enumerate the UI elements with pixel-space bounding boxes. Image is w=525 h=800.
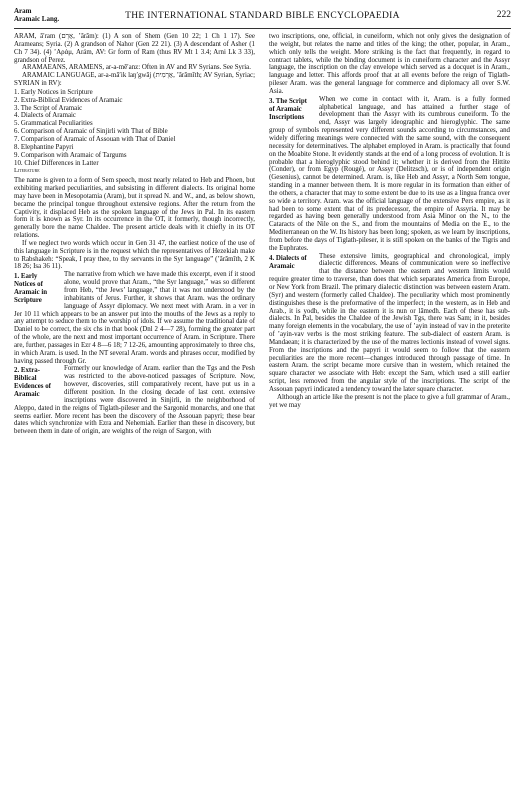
body-paragraph: The name is given to a form of Sem speech, most nearly related to Heb and Phoen, but exhibiting marked peculiarities, and subsisting in different dialects. Its original home may have been in Mesopotamia (Aram), but it spread N. and W., and, as below shown, became the principal tongue throughout extensive regions. After the return from the Captivity, it displaced Heb as the spoken language of the Jews in Pal. In its eastern form it is known as Syr. In its occurrence in the OT, it formerly, though incorrectly, generally bore the name Chaldee. The present article deals with it chiefly in its OT relations. xyxy=(14,177,255,240)
running-head-last-word: Aramaic Lang. xyxy=(14,15,60,23)
entry-aramaic-heading: ARAMAIC LANGUAGE, ar-a-mā′ik laŋ′gwāj (אֲרָמִית, ’ărāmīth; AV Syrian, Syriac; SYRIAN in RV): xyxy=(14,72,255,88)
section-sidenote: 3. The Script of Aramaic Inscriptions xyxy=(269,97,307,121)
section-sidenote: 4. Dialects of Aramaic xyxy=(269,254,307,270)
toc-item: 4. Dialects of Aramaic xyxy=(14,112,76,120)
toc-item: 1. Early Notices in Scripture xyxy=(14,88,93,96)
page-header xyxy=(14,6,511,29)
toc-item: 10. Chief Differences in Latter xyxy=(14,159,99,167)
body-paragraph: Although an article like the present is not the place to give a full grammar of Aram., yet we may xyxy=(269,393,510,409)
running-head-first-word: Aram xyxy=(14,7,32,15)
toc-item: 9. Comparison with Aramaic of Targums xyxy=(14,151,127,159)
toc-item: 7. Comparison of Aramaic of Assouan with That of Daniel xyxy=(14,135,176,143)
toc-item: 3. The Script of Aramaic xyxy=(14,104,83,112)
toc-literature: Literature xyxy=(14,167,40,175)
toc-item: 5. Grammatical Peculiarities xyxy=(14,120,93,128)
right-column xyxy=(269,33,510,436)
body-paragraph: These extensive limits, geographical and chronological, imply dialectic differences. Means of communication were so ineffective that the distance between the eastern and western limits would require greater time to traverse, than does that which separates America from Europe, or New York from Brazil. The primary dialectic distinction was between eastern Aram. (Syr) and western (formerly called Chaldee). The peculiarity which most prominently distinguishes these is the preformative of the imperfect; in the western, as in Heb and Arab., it is yodh, while in the eastern it is nun or lāmedh. Each of these has sub-dialects. In Pal, besides the Chaldee of the Jewish Tgs, there was Sam; in it, besides many foreign elements in the vocabulary, the use of ’ayin instead of vav in the preterite of ’ayin-vav verbs is the most striking feature. The sub-dialect of eastern Aram. is Mandaean; it is characterized by the use of the matres lectionis instead of vowel signs. From the inscriptions and the papyri it would seem to follow that the eastern peculiarities are the more recent—changes introduced through passage of time. In eastern Aram. the script became more cursive than in western, which retained the square character we associate with Heb: except the Sam, which used a still earlier script, less removed from the angular style of the inscriptions. The script of the Assouan papyri indicated a tendency toward the later square character. xyxy=(269,252,510,393)
page-title: THE INTERNATIONAL STANDARD BIBLE ENCYCLOPAEDIA xyxy=(125,11,400,21)
page-number: 222 xyxy=(496,10,511,20)
toc-item: 2. Extra-Biblical Evidences of Aramaic xyxy=(14,96,123,104)
entry-arameans: ARAMAEANS, ARAMENS, ar-a-mē′anz: Often in AV and RV Syrians. See Syria. xyxy=(22,64,251,72)
section-sidenote: 1. Early Notices of Aramaic in Scripture xyxy=(14,273,48,305)
table-of-contents xyxy=(14,89,255,175)
two-column-body xyxy=(14,33,511,436)
body-paragraph: two inscriptions, one, official, in cuneiform, which not only gives the designation of the weight, but relates the name and titles of the king; the other, popular, in Aram., which only tells the weight. More striking is the fact that frequently, in regard to contract tablets, while the binding document is in cuneiform character and the Assyr language, the inscription on the clay envelope which served as a docquet is in Aram., language and letter. This affords proof that at all events before the reign of Tiglath-pileser Aram. was the general language for commerce and diplomacy all over S.W. Asia. xyxy=(269,33,510,95)
body-paragraph: If we neglect two words which occur in Gen 31 47, the earliest notice of the use of this language in Scripture is in the request which the representatives of Hezekiah make to Rabshakeh: “Speak, I pray thee, to thy servants in the Syr language” (’ărāmīth, 2 K 18 26; Isa 36 11). xyxy=(14,239,255,271)
toc-item: 6. Comparison of Aramaic of Sinjirli with That of Bible xyxy=(14,128,168,136)
entry-aram: ARAM, ā′ram (אֲרָם, ’ărām): (1) A son of Shem (Gen 10 22; 1 Ch 1 17). See Arameans; Syria. (2) A grandson of Nahor (Gen 22 21). (3) A descendant of Asher (1 Ch 7 34). (4) ’Αράμ, Arám, AV: Gr form of Ram (thus RV Mt 1 3.4; Arni Lk 3 33), grandson of Perez. xyxy=(14,33,255,64)
body-paragraph: When we come in contact with it, Aram. is a fully formed alphabetical language, and has attained a further stage of development than the Assyr with its cumbrous cuneiform. To the end, Assyr was largely ideographic and hieroglyphic. The same group of symbols represented very different sounds according to circumstances, and widely differing meanings were connected with the same sound, with the consequent necessity for determinatives. The alphabet employed in Aram. is practically that found on the Moabite Stone. It evidently stands at the end of a long process of evolution. It is probable that a hieroglyphic stood behind it; whether it is derived from the Hittite (Conder), or from Egyp (Rougé), or Assyr (Delitzsch), or is of independent origin (Gesenius), cannot be determined. Aram. is, like Heb and Assyr, a North Sem tongue, standing in a manner between them. It is more regular in its formation than either of the others, a character that may to some extent be due to its use as a lingua franca over so wide a territory. Aram. was the official language of the extensive Pers empire, as it had been to some extent that of its predecessor, the empire of Assyria. It may be regarded as having been generally understood from Asia Minor on the N., to the Cataracts of the Nile on the S., and from the mountains of Media on the E., to the Mediterranean on the W. Its history has been long; spoken, as we learn by inscriptions, from before the days of Tiglath-pileser, it is still spoken on the banks of the Tigris and the Euphrates. xyxy=(269,95,510,252)
body-paragraph: Formerly our knowledge of Aram. earlier than the Tgs and the Pesh was restricted to the above-noticed passages of Scripture. Now, however, discoveries, still comparatively recent, have put us in a different position. In the closing decade of last cent. extensive inscriptions were discovered in Sinjirli, in the neighborhood of Aleppo, dated in the reigns of Tiglath-pileser and the Sargonid monarchs, and one that seems earlier. More recent has been the discovery of the Assouan papyri; these bear dates which synchronize with Ezra and Nehemiah. Earlier than these in discovery, but between them in date of origin, are weights of the reign of Sargon, with xyxy=(14,365,255,436)
body-paragraph: The narrative from which we have made this excerpt, even if it stood alone, would prove that Aram., “the Syr language,” was so different from Heb, “the Jews’ language,” that it was not understood by the inhabitants of Jerus. Further, it shows that Aram. was the ordinary language of Assyr diplomacy. We next meet with Aram. in a ver in Jer 10 11 which appears to be an answer put into the mouths of the Jews as a reply to any attempt to seduce them to the worship of idols. If we assume the traditional date of Daniel to be correct, the six chs in that book (Dnl 2 4—7 28), forming the greater part of the whole, are the next and most important occurrence of Aram. in Scripture. There are, further, passages in Ezr 4 8—6 18; 7 12-26, amounting approximately to three chs, in which Aram. is used. In the NT several Aram. words and phrases occur, modified by having passed through Gr. xyxy=(14,271,255,365)
left-column xyxy=(14,33,255,436)
toc-item: 8. Elephantine Papyri xyxy=(14,143,74,151)
section-sidenote: 2. Extra-Biblical Evidences of Aramaic xyxy=(14,367,51,399)
